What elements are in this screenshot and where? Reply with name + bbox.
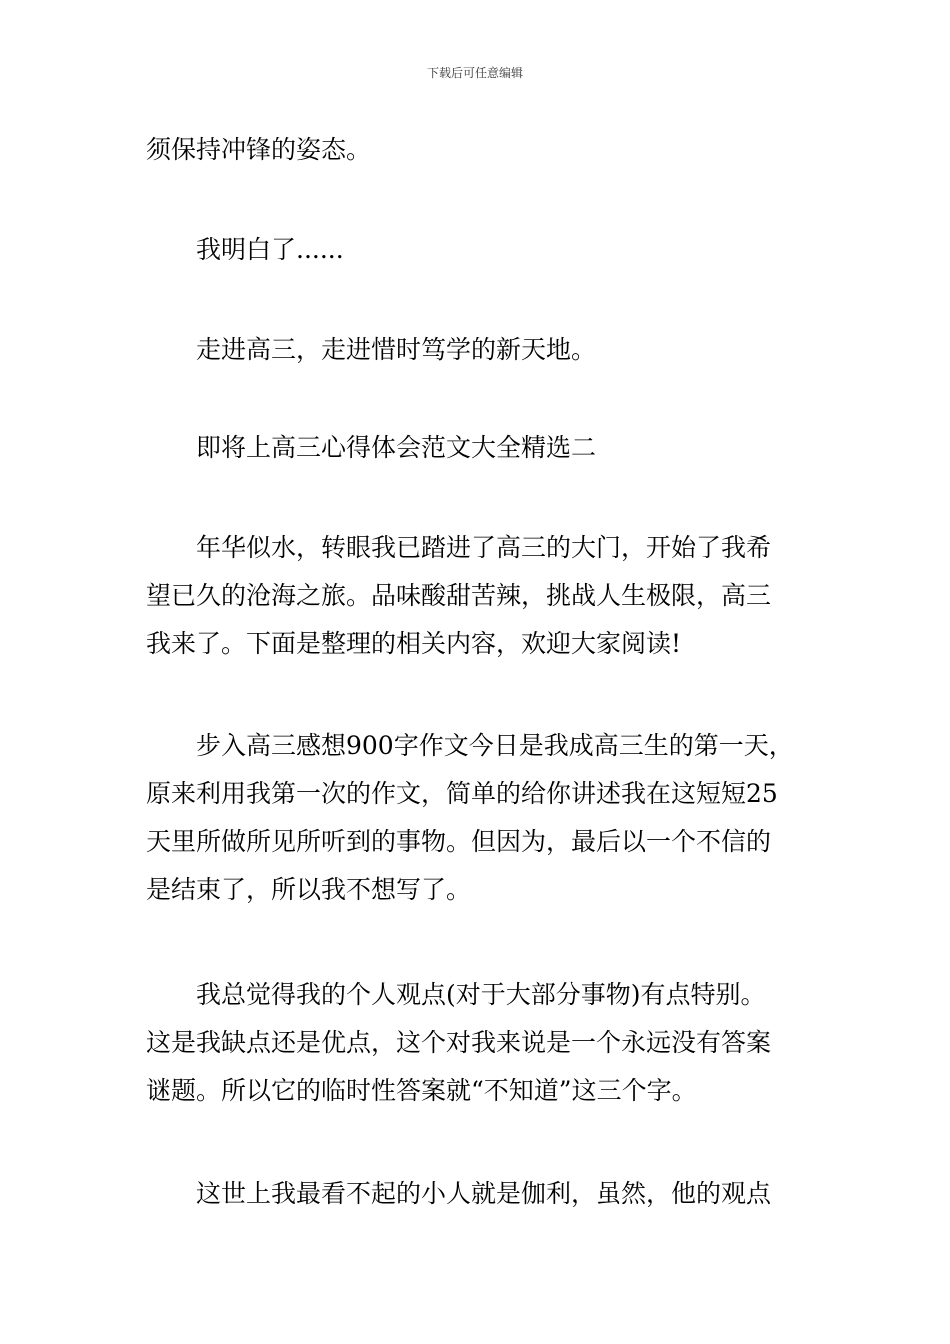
paragraph-line: 走进高三，走进惜时笃学的新天地。 [196, 335, 597, 364]
paragraph-line: 望已久的沧海之旅。品味酸甜苦辣，挑战人生极限，高三 [146, 581, 772, 610]
paragraph [146, 971, 810, 1115]
paragraph-line: 这世上我最看不起的小人就是伽利，虽然，他的观点 [196, 1179, 772, 1208]
paragraph-line: 步入高三感想900字作文今日是我成高三生的第一天， [196, 731, 794, 760]
paragraph [146, 226, 810, 274]
paragraph-line: 我明白了...... [196, 235, 344, 264]
paragraph [146, 326, 810, 374]
paragraph-line: 须保持冲锋的姿态。 [146, 135, 372, 164]
paragraph-line: 谜题。所以它的临时性答案就“不知道”这三个字。 [146, 1076, 697, 1105]
paragraph [146, 1170, 810, 1218]
paragraph-line: 我总觉得我的个人观点(对于大部分事物)有点特别。 [196, 980, 766, 1009]
header-note: 下载后可任意编辑 [426, 66, 523, 80]
paragraph-line: 天里所做所见所听到的事物。但因为，最后以一个不信的 [146, 827, 772, 856]
section-heading-line: 即将上高三心得体会范文大全精选二 [196, 433, 597, 462]
paragraph-line: 是结束了，所以我不想写了。 [146, 875, 472, 904]
paragraph [146, 722, 810, 914]
paragraph-line: 原来利用我第一次的作文，简单的给你讲述我在这短短25 [146, 779, 778, 808]
section-heading [146, 424, 810, 472]
paragraph-line: 我来了。下面是整理的相关内容，欢迎大家阅读! [146, 629, 682, 658]
paragraph [146, 524, 810, 668]
paragraph-continuation [146, 126, 810, 174]
paragraph-line: 这是我缺点还是优点，这个对我来说是一个永远没有答案 [146, 1028, 772, 1057]
paragraph-line: 年华似水，转眼我已踏进了高三的大门，开始了我希 [196, 533, 772, 562]
